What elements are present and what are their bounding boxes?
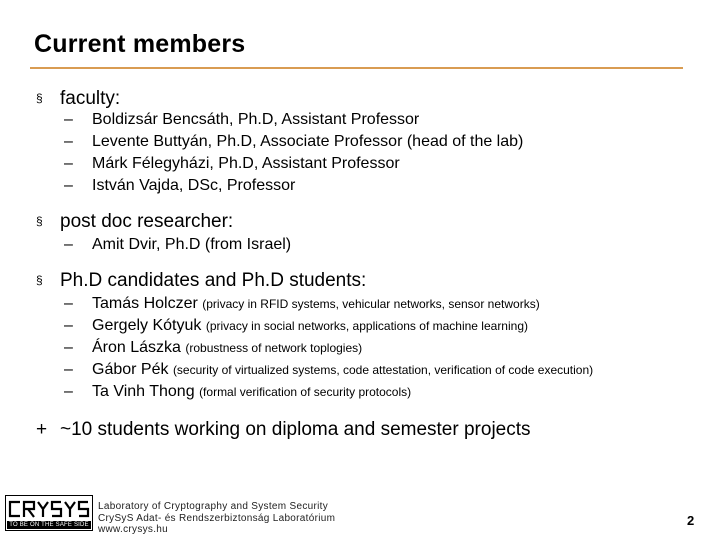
faculty-item-text: Boldizsár Bencsáth, Ph.D, Assistant Professor bbox=[92, 111, 420, 128]
footer bbox=[0, 490, 720, 540]
dash-marker: – bbox=[64, 155, 73, 172]
bullet-marker: § bbox=[36, 273, 43, 287]
page-number: 2 bbox=[687, 513, 695, 528]
page-title: Current members bbox=[34, 30, 246, 58]
dash-marker: – bbox=[64, 383, 73, 400]
postdoc-label: post doc researcher: bbox=[60, 211, 234, 232]
phd-topic: (security of virtualized systems, code attestation, verification of code execution) bbox=[172, 363, 594, 377]
phd-name: Ta Vinh Thong bbox=[92, 383, 195, 400]
faculty-item bbox=[64, 175, 295, 197]
phd-topic: (formal verification of security protocols) bbox=[199, 385, 412, 399]
lab-name-en: Laboratory of Cryptography and System Security bbox=[98, 501, 329, 512]
faculty-heading bbox=[36, 87, 120, 110]
phd-topic: (privacy in RFID systems, vehicular networks, sensor networks) bbox=[202, 297, 540, 311]
phd-topic: (privacy in social networks, applications of machine learning) bbox=[205, 319, 528, 333]
dash-marker: – bbox=[64, 295, 73, 312]
students-label: ~10 students working on diploma and semester projects bbox=[60, 419, 531, 440]
phd-heading bbox=[36, 269, 366, 292]
phd-topic: (robustness of network toplogies) bbox=[185, 341, 363, 355]
phd-item bbox=[64, 293, 540, 315]
phd-name: Tamás Holczer bbox=[92, 295, 198, 312]
phd-item bbox=[64, 337, 362, 359]
phd-label: Ph.D candidates and Ph.D students: bbox=[60, 270, 367, 291]
dash-marker: – bbox=[64, 236, 73, 253]
crysys-logo bbox=[5, 495, 93, 531]
phd-name: Gergely Kótyuk bbox=[92, 317, 202, 334]
faculty-item bbox=[64, 153, 400, 175]
postdoc-heading bbox=[36, 210, 233, 233]
bullet-marker: § bbox=[36, 214, 43, 228]
logo-wordmark-icon bbox=[6, 497, 92, 521]
phd-item bbox=[64, 359, 593, 381]
faculty-item-text: Levente Buttyán, Ph.D, Associate Professor (head of the lab) bbox=[92, 133, 524, 150]
lab-website: www.crysys.hu bbox=[98, 524, 169, 535]
postdoc-item-text: Amit Dvir, Ph.D (from Israel) bbox=[92, 236, 292, 253]
dash-marker: – bbox=[64, 317, 73, 334]
faculty-item-text: Márk Félegyházi, Ph.D, Assistant Professor bbox=[92, 155, 400, 172]
phd-name: Gábor Pék bbox=[92, 361, 169, 378]
plus-marker: + bbox=[36, 419, 48, 440]
faculty-item-text: István Vajda, DSc, Professor bbox=[92, 177, 296, 194]
phd-item bbox=[64, 381, 411, 403]
faculty-item bbox=[64, 109, 419, 131]
students-line bbox=[36, 419, 531, 441]
dash-marker: – bbox=[64, 177, 73, 194]
dash-marker: – bbox=[64, 361, 73, 378]
dash-marker: – bbox=[64, 111, 73, 128]
postdoc-item bbox=[64, 234, 291, 256]
phd-item bbox=[64, 315, 528, 337]
bullet-marker: § bbox=[36, 91, 43, 105]
faculty-item bbox=[64, 131, 523, 153]
dash-marker: – bbox=[64, 339, 73, 356]
logo-tagline: TO BE ON THE SAFE SIDE bbox=[7, 521, 91, 529]
lab-info bbox=[98, 501, 335, 536]
title-rule bbox=[30, 67, 683, 69]
faculty-label: faculty: bbox=[60, 88, 121, 109]
phd-name: Áron Lászka bbox=[92, 339, 181, 356]
dash-marker: – bbox=[64, 133, 73, 150]
lab-name-hu: CrySyS Adat- és Rendszerbiztonság Laboratórium bbox=[98, 512, 336, 524]
